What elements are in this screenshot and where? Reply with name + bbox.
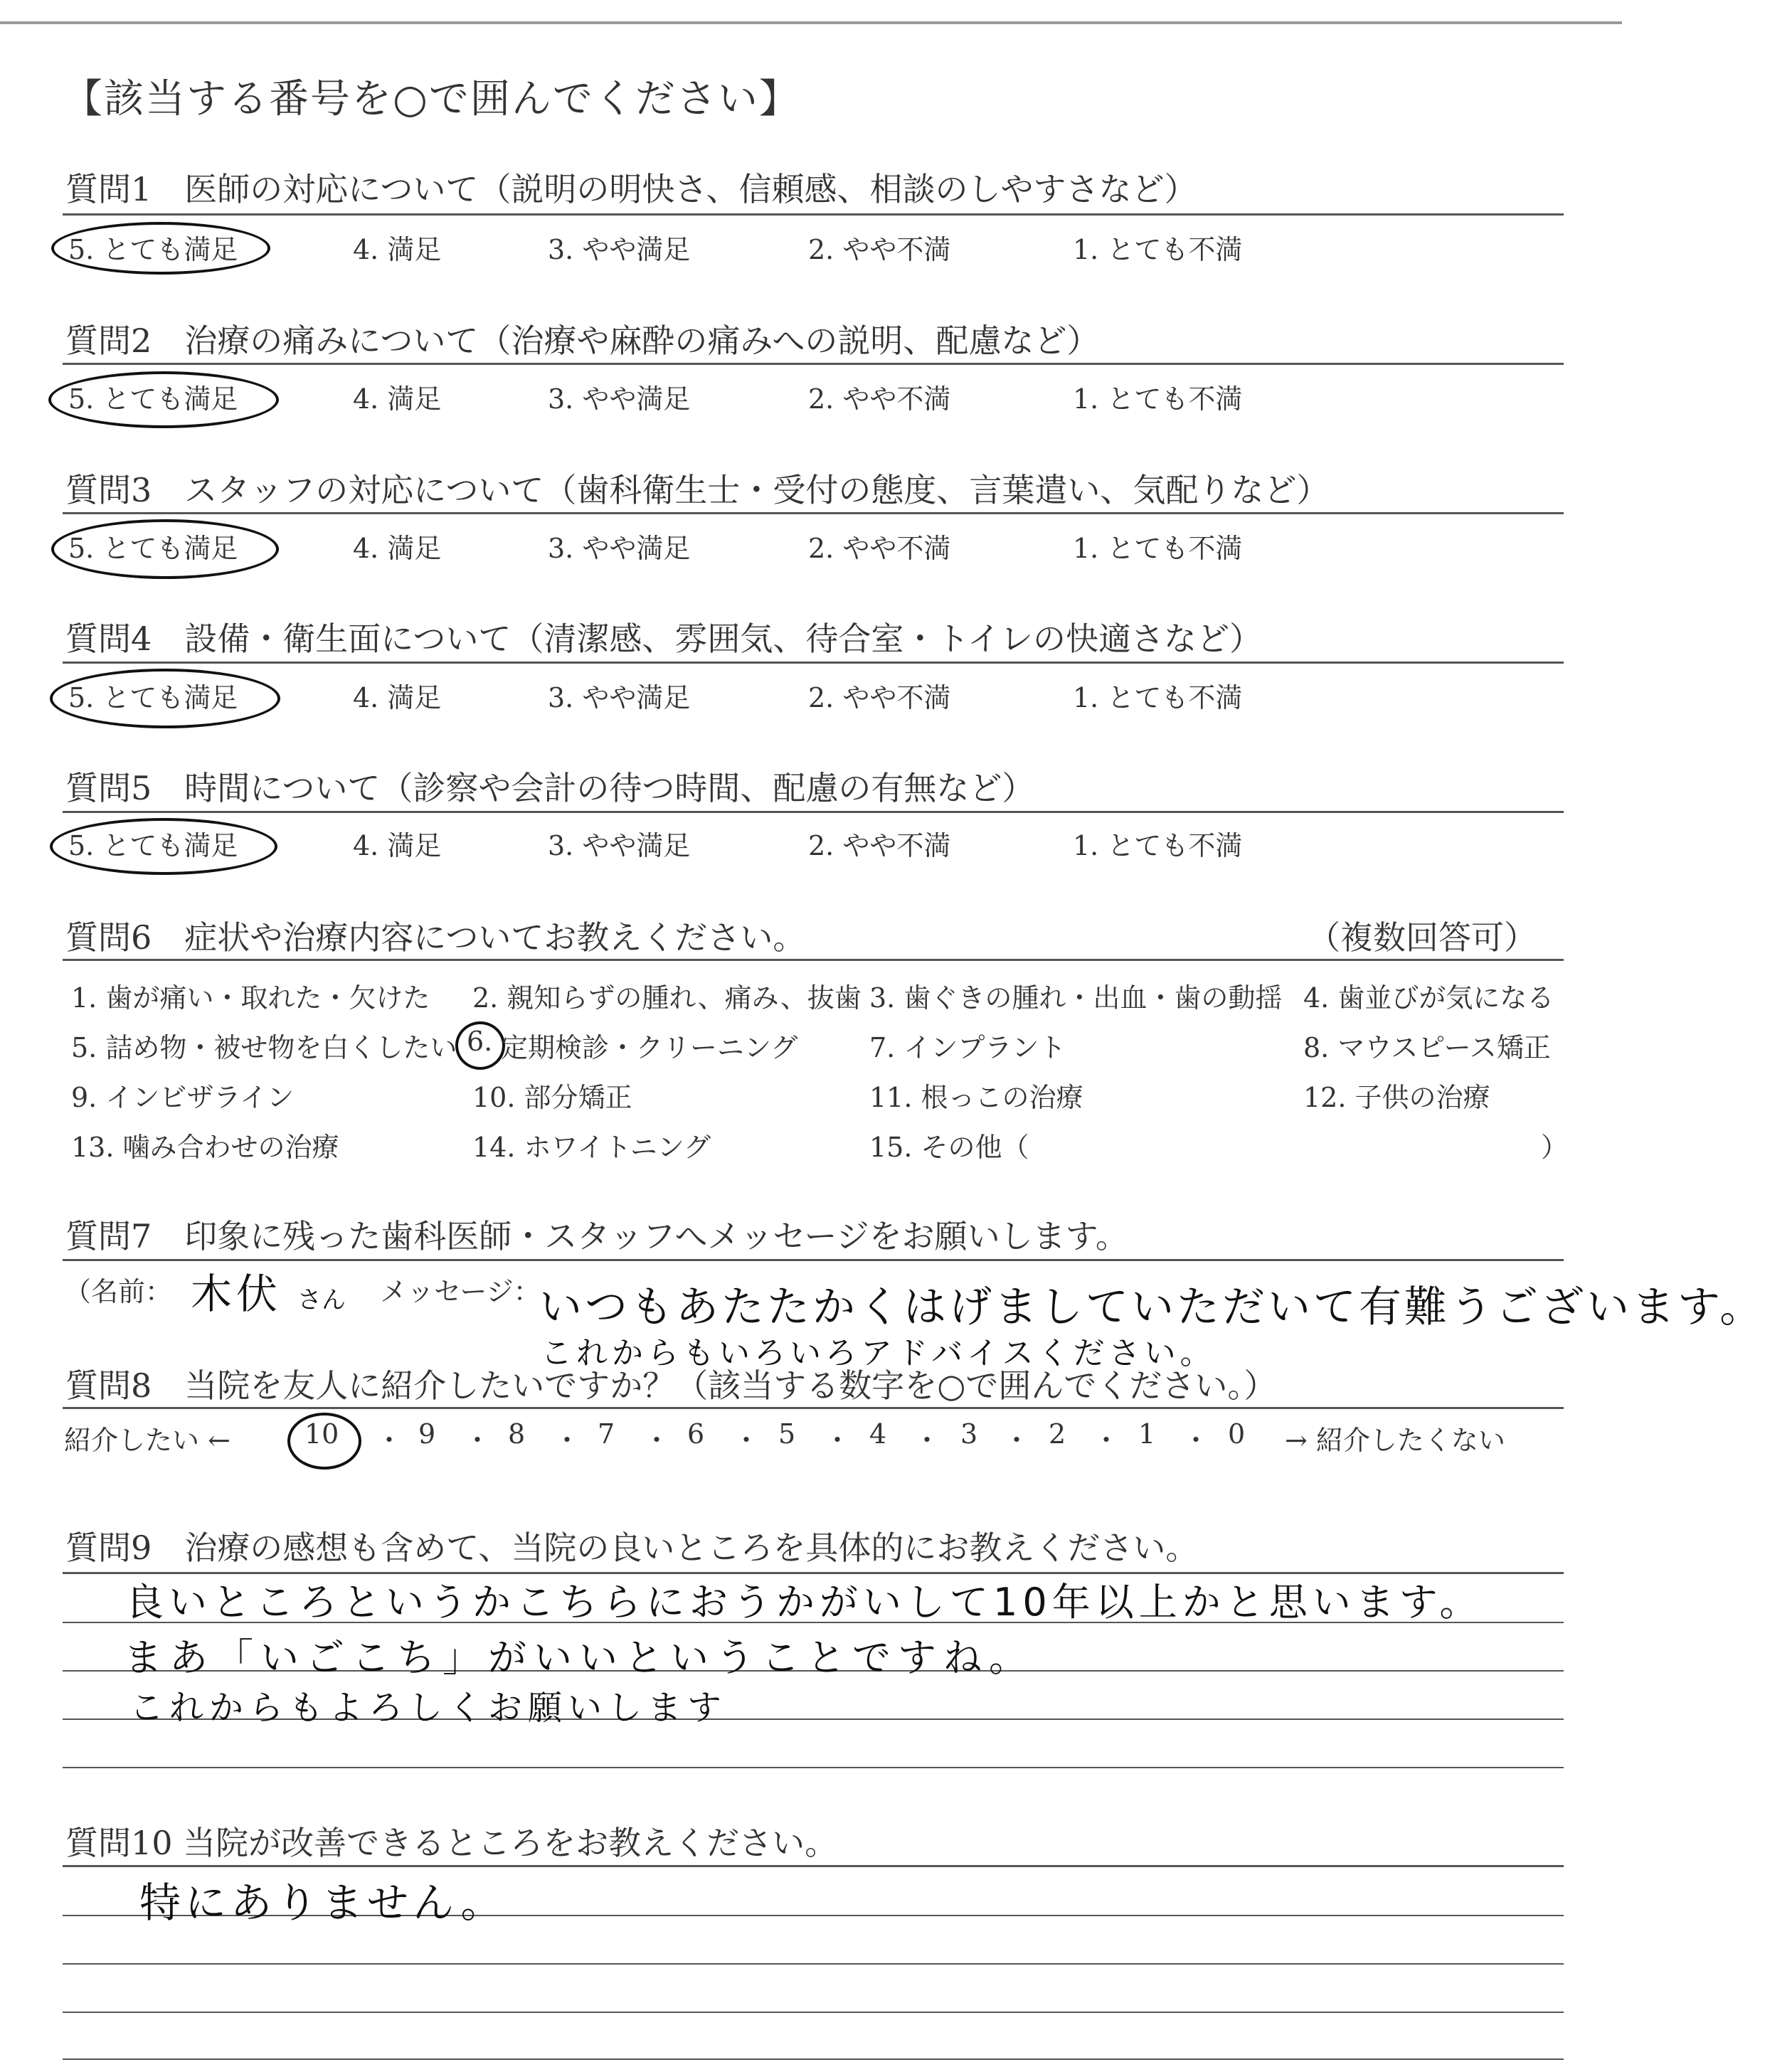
- rating-7[interactable]: 7: [598, 1418, 615, 1450]
- question-4-heading: 質問4 設備・衛生面について（清潔感、雰囲気、待合室・トイレの快適さなど）: [65, 620, 1263, 658]
- q6-option-6-number[interactable]: 6.: [467, 1026, 493, 1057]
- rating-3[interactable]: 3: [960, 1418, 978, 1450]
- q2-option-4[interactable]: 4. 満足: [353, 383, 442, 415]
- rating-2[interactable]: 2: [1049, 1418, 1066, 1450]
- question-5-heading: 質問5 時間について（診察や会計の待つ時間、配慮の有無など）: [65, 769, 1035, 807]
- q1-option-2[interactable]: 2. やや不満: [808, 234, 951, 265]
- rating-5[interactable]: 5: [778, 1418, 796, 1450]
- separator-dot: ・: [464, 1425, 492, 1456]
- q6-option-14[interactable]: 14. ホワイトニング: [472, 1132, 711, 1163]
- q5-option-5[interactable]: 5. とても満足: [68, 830, 238, 861]
- q4-option-3[interactable]: 3. やや満足: [548, 682, 691, 713]
- q10-answer-line-1[interactable]: 特にありません。: [139, 1879, 507, 1927]
- divider: [63, 1407, 1564, 1409]
- divider: [63, 213, 1564, 216]
- separator-dot: ・: [376, 1425, 403, 1456]
- q5-option-2[interactable]: 2. やや不満: [808, 830, 951, 861]
- q6-option-11[interactable]: 11. 根っこの治療: [869, 1082, 1083, 1113]
- q3-option-3[interactable]: 3. やや満足: [548, 533, 691, 564]
- q6-option-5[interactable]: 5. 詰め物・被せ物を白くしたい: [71, 1032, 457, 1063]
- q1-option-4[interactable]: 4. 満足: [353, 234, 442, 265]
- question-10-heading: 質問10 当院が改善できるところをお教えください。: [65, 1824, 838, 1862]
- q6-option-6[interactable]: 定期検診・クリーニング: [501, 1032, 798, 1063]
- separator-dot: ・: [643, 1425, 671, 1456]
- q6-option-8[interactable]: 8. マウスピース矯正: [1303, 1032, 1551, 1063]
- q2-option-1[interactable]: 1. とても不満: [1073, 383, 1243, 415]
- separator-dot: ・: [1003, 1425, 1031, 1456]
- separator-dot: ・: [553, 1425, 581, 1456]
- q6-option-9[interactable]: 9. インビザライン: [71, 1082, 295, 1113]
- rating-1[interactable]: 1: [1138, 1418, 1156, 1450]
- q4-option-2[interactable]: 2. やや不満: [808, 682, 951, 713]
- q1-option-5[interactable]: 5. とても満足: [68, 234, 238, 265]
- message-handwritten-line-2[interactable]: これからもいろいろアドバイスください。: [541, 1335, 1216, 1371]
- rating-8[interactable]: 8: [508, 1418, 526, 1450]
- message-handwritten-line-1[interactable]: いつもあたたかくはげましていただいて有難うございます。: [539, 1282, 1765, 1332]
- rating-0[interactable]: 0: [1228, 1418, 1246, 1450]
- recommend-left-label: 紹介したい ←: [64, 1425, 230, 1456]
- divider: [63, 512, 1564, 514]
- q2-option-5[interactable]: 5. とても満足: [68, 383, 238, 415]
- page-title: 【該当する番号を○で囲んでください】: [63, 76, 800, 122]
- question-7-heading: 質問7 印象に残った歯科医師・スタッフへメッセージをお願いします。: [65, 1217, 1128, 1255]
- q3-option-1[interactable]: 1. とても不満: [1073, 533, 1243, 564]
- q1-option-3[interactable]: 3. やや満足: [548, 234, 691, 265]
- divider: [63, 363, 1564, 365]
- answer-line: [63, 2058, 1564, 2060]
- answer-line: [63, 1963, 1564, 1965]
- divider: [63, 811, 1564, 813]
- name-suffix: さん: [297, 1286, 346, 1314]
- name-handwritten[interactable]: 木伏: [191, 1270, 282, 1318]
- q6-option-3[interactable]: 3. 歯ぐきの腫れ・出血・歯の動揺: [869, 982, 1283, 1014]
- scan-top-edge: [0, 21, 1622, 24]
- q3-option-5[interactable]: 5. とても満足: [68, 533, 238, 564]
- q1-option-1[interactable]: 1. とても不満: [1073, 234, 1243, 265]
- message-label: メッセージ：: [380, 1276, 541, 1307]
- q3-option-4[interactable]: 4. 満足: [353, 533, 442, 564]
- q4-option-5[interactable]: 5. とても満足: [68, 682, 238, 713]
- q9-answer-line-2[interactable]: まあ「いごこち」がいいということですね。: [124, 1635, 1034, 1680]
- divider: [63, 959, 1564, 961]
- q6-option-4[interactable]: 4. 歯並びが気になる: [1303, 982, 1554, 1014]
- separator-dot: ・: [1182, 1425, 1210, 1456]
- q5-option-4[interactable]: 4. 満足: [353, 830, 442, 861]
- answer-line: [63, 1767, 1564, 1768]
- q6-option-2[interactable]: 2. 親知らずの腫れ、痛み、抜歯: [472, 982, 862, 1014]
- q9-answer-line-3[interactable]: これからもよろしくお願いします: [129, 1688, 728, 1728]
- rating-10[interactable]: 10: [304, 1418, 339, 1450]
- name-label: （名前：: [64, 1276, 173, 1307]
- q6-option-12[interactable]: 12. 子供の治療: [1303, 1082, 1490, 1113]
- recommend-right-label: → 紹介したくない: [1285, 1425, 1505, 1456]
- divider: [63, 1259, 1564, 1261]
- answer-line: [63, 2012, 1564, 2013]
- rating-4[interactable]: 4: [869, 1418, 887, 1450]
- separator-dot: ・: [1093, 1425, 1120, 1456]
- q2-option-2[interactable]: 2. やや不満: [808, 383, 951, 415]
- q4-option-4[interactable]: 4. 満足: [353, 682, 442, 713]
- question-1-heading: 質問1 医師の対応について（説明の明快さ、信頼感、相談のしやすさなど）: [65, 170, 1197, 208]
- multiple-answer-note: （複数回答可）: [1308, 918, 1537, 957]
- q2-option-3[interactable]: 3. やや満足: [548, 383, 691, 415]
- q5-option-1[interactable]: 1. とても不満: [1073, 830, 1243, 861]
- q6-other-close-paren: ）: [1541, 1132, 1569, 1163]
- q6-option-13[interactable]: 13. 噛み合わせの治療: [71, 1132, 339, 1163]
- question-8-heading: 質問8 当院を友人に紹介したいですか？（該当する数字を○で囲んでください。）: [65, 1366, 1277, 1405]
- question-2-heading: 質問2 治療の痛みについて（治療や麻酔の痛みへの説明、配慮など）: [65, 322, 1100, 360]
- q6-option-15[interactable]: 15. その他（: [869, 1132, 1029, 1163]
- rating-6[interactable]: 6: [687, 1418, 705, 1450]
- question-9-heading: 質問9 治療の感想も含めて、当院の良いところを具体的にお教えください。: [65, 1529, 1199, 1567]
- q4-option-1[interactable]: 1. とても不満: [1073, 682, 1243, 713]
- rating-9[interactable]: 9: [418, 1418, 436, 1450]
- separator-dot: ・: [913, 1425, 941, 1456]
- q5-option-3[interactable]: 3. やや満足: [548, 830, 691, 861]
- q6-option-7[interactable]: 7. インプラント: [869, 1032, 1066, 1063]
- question-3-heading: 質問3 スタッフの対応について（歯科衛生士・受付の態度、言葉遣い、気配りなど）: [65, 471, 1330, 509]
- question-6-heading: 質問6 症状や治療内容についてお教えください。: [65, 918, 806, 957]
- separator-dot: ・: [733, 1425, 760, 1456]
- answer-line: [63, 1865, 1564, 1867]
- q6-option-10[interactable]: 10. 部分矯正: [472, 1082, 632, 1113]
- q9-answer-line-1[interactable]: 良いところというかこちらにおうかがいして10年以上かと思います。: [125, 1580, 1483, 1625]
- q3-option-2[interactable]: 2. やや不満: [808, 533, 951, 564]
- q6-option-1[interactable]: 1. 歯が痛い・取れた・欠けた: [71, 982, 430, 1014]
- divider: [63, 662, 1564, 664]
- separator-dot: ・: [824, 1425, 852, 1456]
